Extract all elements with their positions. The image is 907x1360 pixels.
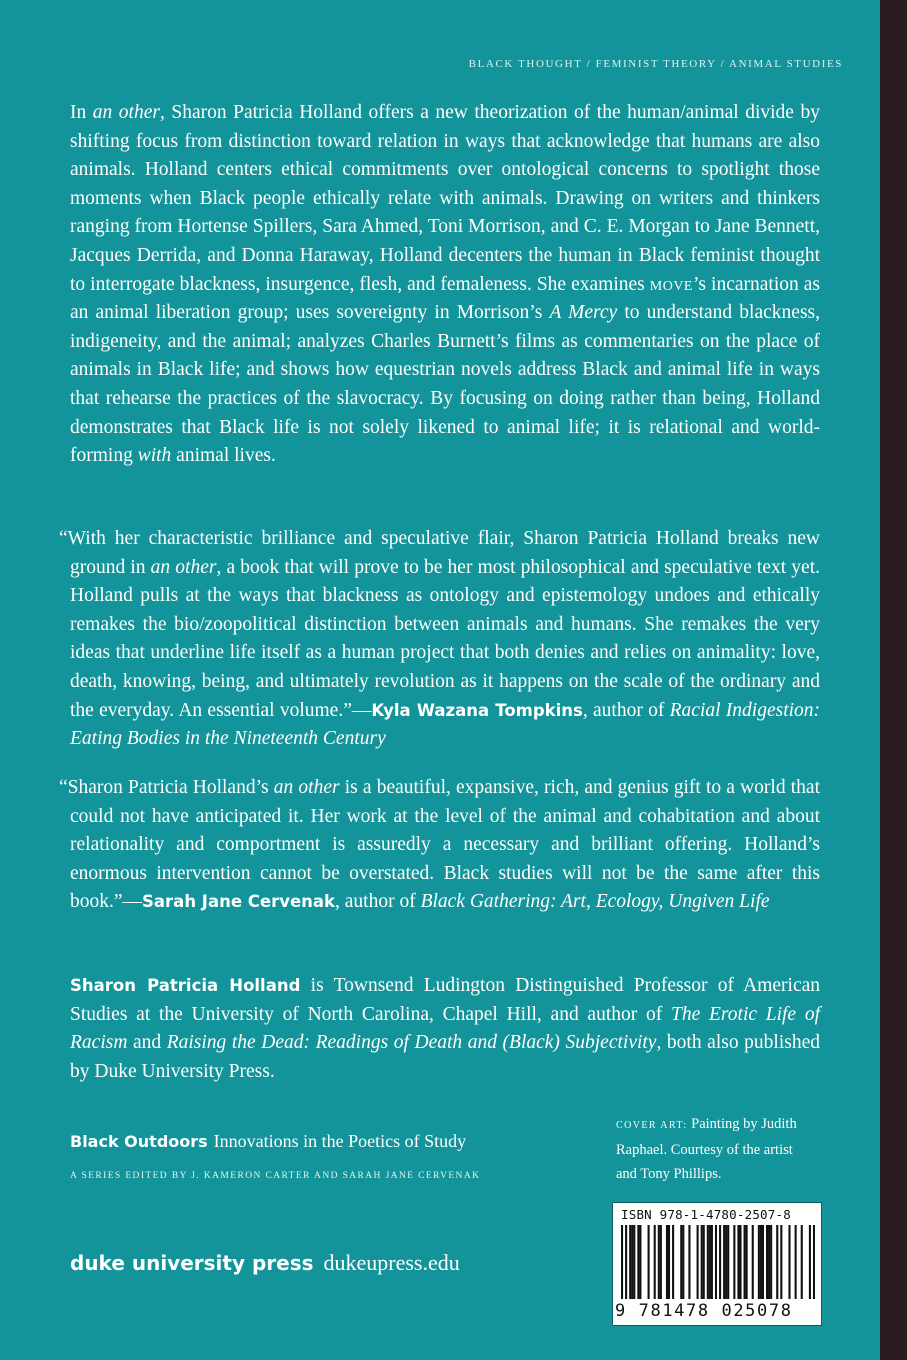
barcode-bar <box>666 1225 668 1299</box>
barcode-bar <box>639 1225 641 1299</box>
barcode-bar <box>688 1225 690 1299</box>
author-name: Sharon Patricia Holland <box>70 976 301 995</box>
barcode-bar <box>768 1225 770 1299</box>
barcode-bar <box>809 1225 811 1299</box>
blurb-author: Sarah Jane Cervenak <box>142 892 336 912</box>
blurb-book-title: Black Gathering: Art, Ecology, Ungiven Life <box>420 891 770 913</box>
barcode-bar <box>621 1225 623 1299</box>
publisher-name: duke university press <box>70 1251 314 1275</box>
barcode-bar <box>752 1225 754 1299</box>
barcode-bar <box>672 1225 674 1299</box>
barcode-bar <box>707 1225 709 1299</box>
barcode-bar <box>795 1225 797 1299</box>
barcode-bar <box>715 1225 717 1299</box>
barcode-bar <box>762 1225 764 1299</box>
barcode-bar <box>776 1225 778 1299</box>
barcode-bar <box>758 1225 760 1299</box>
barcode-bar <box>746 1225 748 1299</box>
barcode-bar <box>631 1225 633 1299</box>
barcode-bar <box>629 1225 631 1299</box>
barcode-bar <box>701 1225 703 1299</box>
author-bio: Sharon Patricia Holland is Townsend Ludington Distinguished Professor of American Studies at the University of North Carolina, Chapel Hill, and author of The Erotic Life of Racism and Raising the Dead: Readings of Death and (Black) Subjectivity, both also published by Duke University Press. <box>70 975 821 1082</box>
series-editors: A SERIES EDITED BY J. KAMERON CARTER AND SARAH JANE CERVENAK <box>70 1171 481 1181</box>
barcode-bar <box>780 1225 782 1299</box>
barcode-bar <box>801 1225 803 1299</box>
barcode-bar <box>668 1225 670 1299</box>
book-description: In an other, Sharon Patricia Holland offers a new theorization of the human/animal divide by shifting focus from distinction toward relation in ways that acknowledge that humans are also animals. Holland centers ethical commitments over ontological concerns to spotlight those moments when Black people ethically relate with animals. Drawing on writers and thinkers ranging from Hortense Spillers, Sara Ahmed, Toni Morrison, and C. E. Morgan to Jane Bennett, Jacques Derrida, and Donna Haraway, Holland decenters the human in Black feminist thought to interrogate blackness, insurgence, flesh, and femaleness. She examines move’s incarnation as an animal liberation group; uses sovereignty in Morrison’s A Mercy to understand blackness, indigeneity, and the animal; analyzes Charles Burnett’s films as commentaries on the place of animals in Black life; and shows how equestrian novels address Black and animal life in ways that rehearse the practices of the slavocracy. By focusing on doing rather than being, Holland demonstrates that Black life is not solely likened to animal life; it is relational and world-forming with animal lives. <box>70 102 820 467</box>
barcode-bar <box>744 1225 746 1299</box>
barcode-bar <box>633 1225 635 1299</box>
barcode-bar <box>711 1225 713 1299</box>
blurb-tompkins: “With her characteristic brilliance and speculative flair, Sharon Patricia Holland breaks new ground in an other, a book that will prove to be her most philosophical and speculative text yet. Holland pulls at the ways that blackness as ontology and epistemology undoes and ethically remakes the bio/zoopolitical distinction between animals and humans. She remakes the very ideas that underline life itself as a human project that both denies and relies on animality: love, death, knowing, being, and ultimately revolution as it happens on the scale of the ordinary and the everyday. An essential volume.”—Kyla Wazana Tompkins, author of Racial Indigestion: Eating Bodies in the Nineteenth Century <box>59 528 821 750</box>
barcode-bar <box>637 1225 639 1299</box>
blurb-cervenak: “Sharon Patricia Holland’s an other is a beautiful, expansive, rich, and genius gift to a world that could not have anticipated it. Her work at the level of the animal and cohabitation and about relationality and comportment is assuredly a necessary and brilliant offering. Holland’s enormous intervention cannot be overstated. Black studies will not be the same after this book.”—Sarah Jane Cervenak, author of Black Gathering: Art, Ecology, Ungiven Life <box>59 777 820 913</box>
barcode-bar <box>739 1225 741 1299</box>
barcode-bar <box>813 1225 815 1299</box>
series-subtitle: Innovations in the Poetics of Study <box>213 1131 467 1151</box>
barcode-bar <box>680 1225 682 1299</box>
barcode-bar <box>723 1225 725 1299</box>
barcode-bars <box>621 1225 815 1299</box>
barcode-bar <box>682 1225 684 1299</box>
barcode-bar <box>709 1225 711 1299</box>
category-line: BLACK THOUGHT / FEMINIST THEORY / ANIMAL STUDIES <box>468 58 843 70</box>
series-title <box>70 1131 466 1152</box>
barcode-bar <box>725 1225 727 1299</box>
publisher-url: dukeupress.edu <box>323 1250 460 1275</box>
blurb-author: Kyla Wazana Tompkins <box>371 700 583 720</box>
blurb-book-title: Racial Indigestion: Eating Bodies in the Nineteenth Century <box>70 699 821 750</box>
barcode-bar <box>658 1225 660 1299</box>
barcode-bar <box>719 1225 721 1299</box>
barcode-bar <box>625 1225 627 1299</box>
barcode-bar <box>660 1225 662 1299</box>
isbn-label: ISBN 978-1-4780-2507-8 <box>621 1207 791 1222</box>
barcode-bar <box>648 1225 650 1299</box>
spine-edge <box>880 0 907 1360</box>
barcode-bar <box>654 1225 656 1299</box>
barcode-bar <box>788 1225 790 1299</box>
barcode-bar <box>727 1225 729 1299</box>
isbn-barcode <box>612 1202 822 1326</box>
barcode-bar <box>737 1225 739 1299</box>
cover-art-credit: COVER ART: Painting by Judith Raphael. Courtesy of the artist and Tony Phillips. <box>616 1116 797 1182</box>
publisher-line <box>70 1250 460 1276</box>
barcode-bar <box>766 1225 768 1299</box>
barcode-bar <box>733 1225 735 1299</box>
barcode-bar <box>760 1225 762 1299</box>
series-name: Black Outdoors <box>70 1132 208 1151</box>
barcode-bar <box>703 1225 705 1299</box>
ean-digits: 9 781478 025078 <box>615 1301 793 1321</box>
barcode-bar <box>697 1225 699 1299</box>
barcode-bar <box>770 1225 772 1299</box>
